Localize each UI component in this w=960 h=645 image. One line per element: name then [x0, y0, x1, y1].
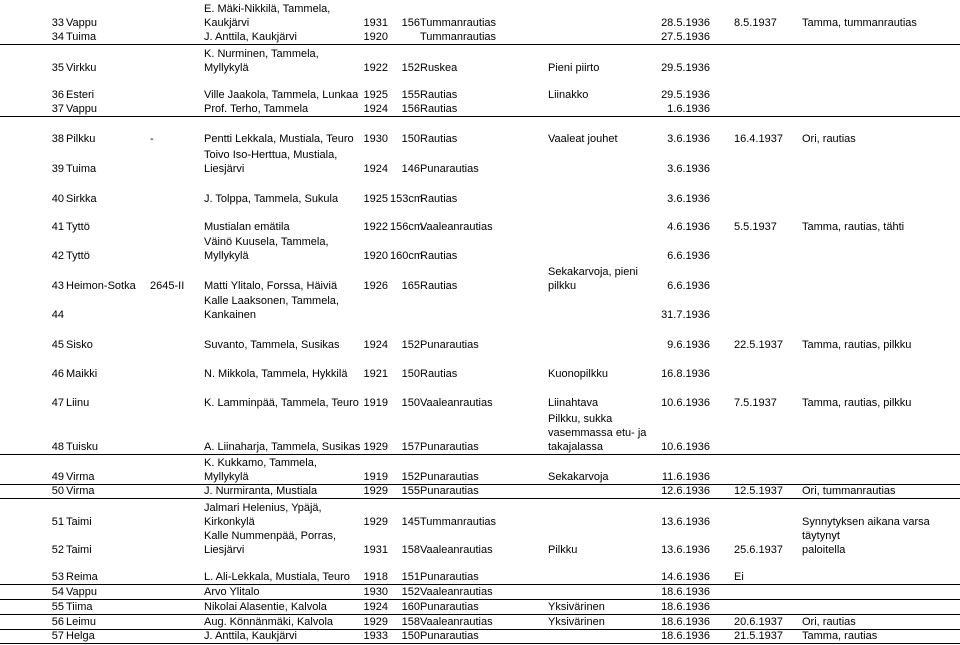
row-number-cell: 51 — [51, 516, 64, 528]
second-date-cell: 7.5.1937 — [734, 397, 777, 409]
horse-name-cell: Virma — [66, 471, 95, 483]
horse-name-cell: Taimi — [66, 544, 92, 556]
birth-year-cell: 1920 — [363, 31, 388, 43]
owner-line: K. Nurminen, Tammela, — [204, 48, 319, 60]
birth-year-cell: 1924 — [363, 103, 388, 115]
owner-line: Prof. Terho, Tammela — [204, 103, 309, 115]
coat-color-cell: Punarautias — [420, 601, 479, 613]
inspection-date-cell: 10.6.1936 — [661, 397, 710, 409]
inspection-date-cell: 9.6.1936 — [667, 339, 710, 351]
owner-line: Myllykylä — [204, 250, 249, 262]
owner-line: L. Ali-Lekkala, Mustiala, Teuro — [204, 571, 350, 583]
birth-year-cell: 1931 — [363, 17, 388, 29]
height-cell: 153cm — [390, 193, 424, 205]
table-row — [0, 102, 960, 117]
height-cell: 165 — [401, 280, 420, 292]
owner-line: Aug. Könnänmäki, Kalvola — [204, 616, 334, 628]
owner-line: Jalmari Helenius, Ypäjä, — [204, 502, 322, 514]
table-row — [0, 218, 960, 234]
owner-cell — [204, 148, 364, 176]
table-row — [0, 45, 960, 75]
horse-name-cell: Reima — [66, 571, 98, 583]
coat-color-cell: Punarautias — [420, 485, 479, 497]
horse-name-cell: Heimon-Sotka — [66, 280, 136, 292]
notes-cell — [802, 629, 960, 643]
coat-color-cell: Tummanrautias — [420, 31, 497, 43]
owner-line: J. Anttila, Kaukjärvi — [204, 630, 297, 642]
row-number-cell: 54 — [51, 586, 64, 598]
table-row — [0, 292, 960, 322]
height-cell: 152 — [401, 339, 420, 351]
height-cell: 157 — [401, 441, 420, 453]
inspection-date-cell: 18.6.1936 — [661, 601, 710, 613]
owner-line: Ville Jaakola, Tammela, Lunkaa — [204, 89, 359, 101]
birth-year-cell: 1919 — [363, 397, 388, 409]
height-cell: 158 — [401, 616, 420, 628]
markings-line: Pieni piirto — [548, 62, 600, 74]
owner-line: Kankainen — [204, 309, 256, 321]
coat-color-cell: Vaaleanrautias — [420, 544, 493, 556]
owner-line: Myllykylä — [204, 471, 249, 483]
second-date-cell: 16.4.1937 — [734, 133, 783, 145]
inspection-date-cell: 13.6.1936 — [661, 516, 710, 528]
table-row — [0, 585, 960, 600]
inspection-date-cell: 27.5.1936 — [661, 31, 710, 43]
table-row — [0, 146, 960, 176]
owner-line: Väinö Kuusela, Tammela, — [204, 236, 329, 248]
horse-name-cell: Virkku — [66, 62, 97, 74]
birth-year-cell: 1925 — [363, 89, 388, 101]
row-number-cell: 45 — [51, 339, 64, 351]
coat-color-cell: Vaaleanrautias — [420, 616, 493, 628]
second-date-cell: 8.5.1937 — [734, 17, 777, 29]
table-row — [0, 190, 960, 206]
owner-cell — [204, 629, 364, 643]
inspection-date-cell: 14.6.1936 — [661, 571, 710, 583]
coat-color-cell: Punarautias — [420, 163, 479, 175]
birth-year-cell: 1924 — [363, 163, 388, 175]
height-cell: 150 — [401, 630, 420, 642]
markings-line: Sekakarvoja — [548, 471, 609, 483]
coat-color-cell: Tummanrautias — [420, 516, 497, 528]
owner-line: Toivo Iso-Herttua, Mustiala, — [204, 149, 338, 161]
markings-line: Yksivärinen — [548, 601, 605, 613]
coat-color-cell: Rautias — [420, 133, 458, 145]
inspection-date-cell: 29.5.1936 — [661, 89, 710, 101]
birth-year-cell: 1926 — [363, 280, 388, 292]
height-cell: 150 — [401, 368, 420, 380]
inspection-date-cell: 16.8.1936 — [661, 368, 710, 380]
owner-cell — [204, 396, 364, 410]
second-date-cell: 5.5.1937 — [734, 221, 777, 233]
inspection-date-cell: 10.6.1936 — [661, 441, 710, 453]
horse-name-cell: Maikki — [66, 368, 98, 380]
horse-name-cell: Tiima — [66, 601, 93, 613]
horse-name-cell: Esteri — [66, 89, 95, 101]
owner-cell — [204, 279, 364, 293]
inspection-date-cell: 3.6.1936 — [667, 193, 710, 205]
horse-name-cell: Sisko — [66, 339, 93, 351]
inspection-date-cell: 1.6.1936 — [667, 103, 710, 115]
owner-line: Pentti Lekkala, Mustiala, Teuro — [204, 133, 354, 145]
table-row — [0, 86, 960, 102]
height-cell: 150 — [401, 133, 420, 145]
height-cell: 152 — [401, 586, 420, 598]
inspection-date-cell: 29.5.1936 — [661, 62, 710, 74]
row-number-cell: 49 — [51, 471, 64, 483]
birth-year-cell: 1929 — [363, 516, 388, 528]
notes-line: Tamma, rautias, tähti — [802, 221, 905, 233]
height-cell: 156 — [401, 17, 420, 29]
inspection-date-cell: 18.6.1936 — [661, 630, 710, 642]
markings-line: Vaaleat jouhet — [548, 133, 618, 145]
row-number-cell: 39 — [51, 163, 64, 175]
markings-line: Pilkku — [548, 544, 578, 556]
birth-year-cell: 1925 — [363, 193, 388, 205]
row-number-cell: 41 — [51, 221, 64, 233]
owner-line: Kaukjärvi — [204, 17, 250, 29]
notes-line: Tamma, rautias, pilkku — [802, 339, 912, 351]
owner-cell — [204, 47, 364, 75]
owner-cell — [204, 2, 364, 30]
row-number-cell: 40 — [51, 193, 64, 205]
inspection-date-cell: 3.6.1936 — [667, 163, 710, 175]
owner-line: Mustialan emätila — [204, 221, 290, 233]
notes-cell — [802, 16, 960, 30]
horse-name-cell: Tuima — [66, 31, 97, 43]
horse-name-cell: Liinu — [66, 397, 90, 409]
table-row — [0, 629, 960, 644]
second-date-cell: Ei — [734, 571, 744, 583]
markings-line: Pilkku, sukka — [548, 413, 613, 425]
second-date-cell: 12.5.1937 — [734, 485, 783, 497]
coat-color-cell: Rautias — [420, 280, 458, 292]
coat-color-cell: Punarautias — [420, 339, 479, 351]
markings-line: Sekakarvoja, pieni pilkku — [548, 266, 638, 292]
horse-name-cell: Pilkku — [66, 133, 96, 145]
birth-year-cell: 1922 — [363, 221, 388, 233]
table-row — [0, 233, 960, 263]
table-row — [0, 130, 960, 146]
horse-name-cell: Tuima — [66, 163, 97, 175]
row-number-cell: 46 — [51, 368, 64, 380]
horse-name-cell: Sirkka — [66, 193, 97, 205]
registry-id-cell: - — [150, 133, 154, 145]
table-row — [0, 484, 960, 499]
row-number-cell: 37 — [51, 103, 64, 115]
markings-line: Liinahtava — [548, 397, 599, 409]
notes-line: paloitella — [802, 544, 846, 556]
markings-line: Yksivärinen — [548, 616, 605, 628]
notes-cell — [802, 396, 960, 410]
row-number-cell: 47 — [51, 397, 64, 409]
birth-year-cell: 1929 — [363, 485, 388, 497]
row-number-cell: 43 — [51, 280, 64, 292]
owner-line: Arvo Ylitalo — [204, 586, 260, 598]
height-cell: 158 — [401, 544, 420, 556]
table-row — [0, 615, 960, 630]
birth-year-cell: 1930 — [363, 133, 388, 145]
birth-year-cell: 1919 — [363, 471, 388, 483]
owner-line: K. Lamminpää, Tammela, Teuro — [204, 397, 359, 409]
birth-year-cell: 1929 — [363, 616, 388, 628]
notes-cell — [802, 338, 960, 352]
birth-year-cell: 1922 — [363, 62, 388, 74]
notes-line: Tamma, rautias — [802, 630, 878, 642]
notes-cell — [802, 132, 960, 146]
owner-cell — [204, 367, 364, 381]
row-number-cell: 34 — [51, 31, 64, 43]
coat-color-cell: Vaaleanrautias — [420, 397, 493, 409]
notes-line: Ori, rautias — [802, 133, 856, 145]
owner-line: J. Anttila, Kaukjärvi — [204, 31, 297, 43]
horse-name-cell: Taimi — [66, 516, 92, 528]
table-row — [0, 30, 960, 45]
inspection-date-cell: 4.6.1936 — [667, 221, 710, 233]
coat-color-cell: Rautias — [420, 193, 458, 205]
coat-color-cell: Rautias — [420, 250, 458, 262]
height-cell: 152 — [401, 471, 420, 483]
horse-name-cell: Tuisku — [66, 441, 98, 453]
row-number-cell: 57 — [51, 630, 64, 642]
owner-line: Liesjärvi — [204, 544, 245, 556]
table-row — [0, 454, 960, 485]
owner-cell — [204, 600, 364, 614]
coat-color-cell: Tummanrautias — [420, 17, 497, 29]
owner-cell — [204, 570, 364, 584]
inspection-date-cell: 12.6.1936 — [661, 485, 710, 497]
owner-cell — [204, 132, 364, 146]
owner-cell — [204, 585, 364, 599]
inspection-date-cell: 31.7.1936 — [661, 309, 710, 321]
owner-cell — [204, 484, 364, 498]
owner-line: J. Nurmiranta, Mustiala — [204, 485, 318, 497]
table-row — [0, 570, 960, 585]
owner-cell — [204, 338, 364, 352]
inspection-date-cell: 3.6.1936 — [667, 133, 710, 145]
table-row — [0, 0, 960, 30]
row-number-cell: 44 — [51, 309, 64, 321]
inspection-date-cell: 13.6.1936 — [661, 544, 710, 556]
coat-color-cell: Vaaleanrautias — [420, 221, 493, 233]
owner-cell — [204, 30, 364, 44]
horse-name-cell: Vappu — [66, 17, 97, 29]
row-number-cell: 38 — [51, 133, 64, 145]
row-number-cell: 33 — [51, 17, 64, 29]
owner-cell — [204, 615, 364, 629]
markings-line: Kuonopilkku — [548, 368, 608, 380]
owner-line: Myllykylä — [204, 62, 249, 74]
birth-year-cell: 1929 — [363, 441, 388, 453]
inspection-date-cell: 28.5.1936 — [661, 17, 710, 29]
coat-color-cell: Rautias — [420, 368, 458, 380]
second-date-cell: 22.5.1937 — [734, 339, 783, 351]
table-row — [0, 394, 960, 410]
height-cell: 152 — [401, 62, 420, 74]
owner-cell — [204, 192, 364, 206]
notes-line: Ori, rautias — [802, 616, 856, 628]
birth-year-cell: 1918 — [363, 571, 388, 583]
notes-line: Tamma, rautias, pilkku — [802, 397, 912, 409]
row-number-cell: 48 — [51, 441, 64, 453]
table-row — [0, 600, 960, 615]
owner-cell — [204, 294, 364, 322]
birth-year-cell: 1933 — [363, 630, 388, 642]
inspection-date-cell: 6.6.1936 — [667, 280, 710, 292]
notes-cell — [802, 220, 960, 234]
row-number-cell: 52 — [51, 544, 64, 556]
row-number-cell: 56 — [51, 616, 64, 628]
owner-cell — [204, 501, 364, 529]
owner-cell — [204, 235, 364, 263]
height-cell: 160 — [401, 601, 420, 613]
row-number-cell: 42 — [51, 250, 64, 262]
owner-line: K. Kukkamo, Tammela, — [204, 457, 317, 469]
coat-color-cell: Vaaleanrautias — [420, 586, 493, 598]
owner-cell — [204, 88, 364, 102]
notes-line: Tamma, tummanrautias — [802, 17, 917, 29]
horse-name-cell: Tyttö — [66, 250, 90, 262]
coat-color-cell: Ruskea — [420, 62, 458, 74]
height-cell: 160cm — [390, 250, 424, 262]
horse-name-cell: Helga — [66, 630, 95, 642]
markings-line: vasemmassa etu- ja — [548, 427, 647, 439]
coat-color-cell: Punarautias — [420, 441, 479, 453]
coat-color-cell: Punarautias — [420, 571, 479, 583]
table-row — [0, 336, 960, 352]
table-row — [0, 365, 960, 381]
notes-cell — [802, 515, 960, 557]
registry-id-cell: 2645-II — [150, 280, 185, 292]
second-date-cell: 20.6.1937 — [734, 616, 783, 628]
birth-year-cell: 1931 — [363, 544, 388, 556]
row-number-cell: 50 — [51, 485, 64, 497]
horse-name-cell: Vappu — [66, 586, 97, 598]
birth-year-cell: 1924 — [363, 339, 388, 351]
coat-color-cell: Punarautias — [420, 630, 479, 642]
birth-year-cell: 1924 — [363, 601, 388, 613]
owner-cell — [204, 456, 364, 484]
owner-cell — [204, 102, 364, 116]
birth-year-cell: 1930 — [363, 586, 388, 598]
height-cell: 150 — [401, 397, 420, 409]
owner-line: N. Mikkola, Tammela, Hykkilä — [204, 368, 348, 380]
height-cell: 145 — [401, 516, 420, 528]
owner-line: Kalle Nummenpää, Porras, — [204, 530, 337, 542]
owner-line: J. Tolppa, Tammela, Sukula — [204, 193, 339, 205]
inspection-date-cell: 18.6.1936 — [661, 616, 710, 628]
markings-line: takajalassa — [548, 441, 604, 453]
second-date-cell: 25.6.1937 — [734, 544, 783, 556]
notes-line: Ori, tummanrautias — [802, 485, 896, 497]
height-cell: 156cm — [390, 221, 424, 233]
owner-line: Matti Ylitalo, Forssa, Häiviä — [204, 280, 338, 292]
owner-line: Kalle Laaksonen, Tammela, — [204, 295, 339, 307]
notes-cell — [802, 615, 960, 629]
coat-color-cell: Punarautias — [420, 471, 479, 483]
owner-line: Liesjärvi — [204, 163, 245, 175]
horse-name-cell: Virma — [66, 485, 95, 497]
coat-color-cell: Rautias — [420, 89, 458, 101]
owner-line: Suvanto, Tammela, Susikas — [204, 339, 340, 351]
second-date-cell: 21.5.1937 — [734, 630, 783, 642]
height-cell: 155 — [401, 485, 420, 497]
height-cell: 151 — [401, 571, 420, 583]
notes-cell — [802, 484, 960, 498]
notes-line: Synnytyksen aikana varsa täytynyt — [802, 516, 930, 542]
row-number-cell: 53 — [51, 571, 64, 583]
height-cell: 155 — [401, 89, 420, 101]
inspection-date-cell: 11.6.1936 — [661, 471, 710, 483]
row-number-cell: 35 — [51, 62, 64, 74]
horse-name-cell: Vappu — [66, 103, 97, 115]
owner-line: E. Mäki-Nikkilä, Tammela, — [204, 3, 331, 15]
markings-line: Liinakko — [548, 89, 589, 101]
horse-name-cell: Tyttö — [66, 221, 90, 233]
birth-year-cell: 1920 — [363, 250, 388, 262]
coat-color-cell: Rautias — [420, 103, 458, 115]
inspection-date-cell: 18.6.1936 — [661, 586, 710, 598]
owner-cell — [204, 440, 364, 454]
row-number-cell: 36 — [51, 89, 64, 101]
table-row — [0, 409, 960, 455]
row-number-cell: 55 — [51, 601, 64, 613]
height-cell: 146 — [401, 163, 420, 175]
owner-cell — [204, 529, 364, 557]
owner-cell — [204, 220, 364, 234]
birth-year-cell: 1921 — [363, 368, 388, 380]
table-row — [0, 266, 960, 293]
height-cell: 156 — [401, 103, 420, 115]
inspection-date-cell: 6.6.1936 — [667, 250, 710, 262]
owner-line: A. Liinaharja, Tammela, Susikas — [204, 441, 361, 453]
owner-line: Nikolai Alasentie, Kalvola — [204, 601, 327, 613]
horse-name-cell: Leimu — [66, 616, 96, 628]
owner-line: Kirkonkylä — [204, 516, 255, 528]
